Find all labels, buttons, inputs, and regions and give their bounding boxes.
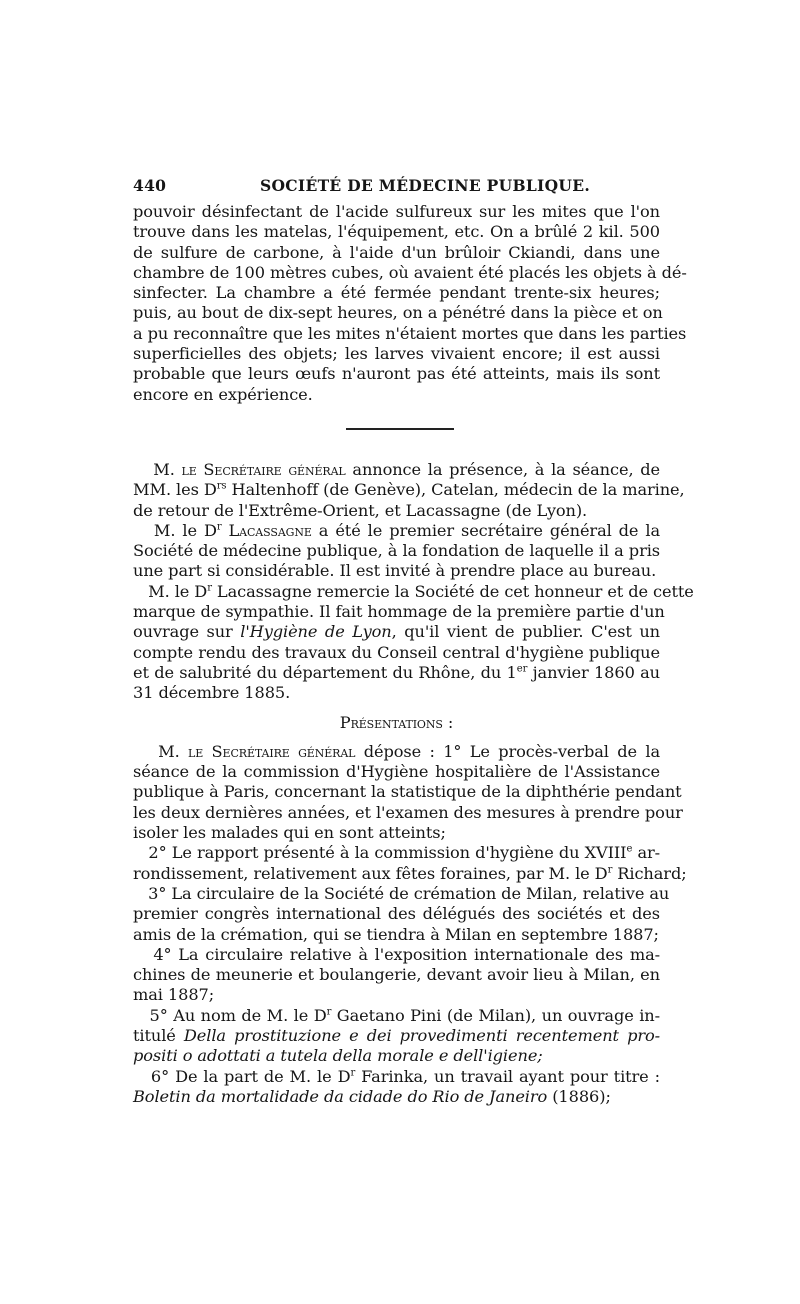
- text-line: marque de sympathie. Il fait hommage de la première partie d'un: [133, 602, 665, 622]
- text-line: puis, au bout de dix-sept heures, on a pénétré dans la pièce et on: [133, 303, 663, 323]
- running-header: [133, 176, 660, 202]
- text-line: encore en expérience.: [133, 384, 313, 404]
- list-item: [133, 843, 687, 884]
- list-item: [133, 945, 660, 1006]
- book-title: Boletin da mortalidade da cidade do Rio de Janeiro: [133, 1086, 548, 1106]
- text-line: sinfecter. La chambre a été fermée pendant trente-six heures;: [133, 283, 660, 303]
- paragraph-disinfection: [133, 202, 687, 405]
- text-line: premier congrès international des délégués des sociétés et des: [133, 904, 660, 924]
- text-line: compte rendu des travaux du Conseil central d'hygiène publique: [133, 642, 660, 662]
- text-line: [133, 1046, 660, 1066]
- text-line: M. le Secrétaire général dépose : 1° Le procès-verbal de la: [158, 741, 661, 761]
- book-page: [133, 176, 694, 1107]
- text-line: amis de la crémation, qui se tiendra à Milan en septembre 1887;: [133, 924, 659, 944]
- text-line: ouvrage sur l'Hygiène de Lyon, qu'il vient de publier. C'est un: [133, 622, 660, 642]
- text-line: M. le Secrétaire général annonce la présence, à la séance, de: [153, 459, 660, 479]
- list-item: [133, 1006, 660, 1067]
- speaker-title: M. le Secrétaire général: [158, 741, 356, 761]
- text-line: Boletin da mortalidade da cidade do Rio de Janeiro (1886);: [133, 1086, 611, 1106]
- book-title: l'Hygiène de Lyon: [240, 622, 392, 642]
- text-line: 6° De la part de M. le $D^r$ Farinka, un travail ayant pour titre :: [150, 1066, 660, 1086]
- list-item: [133, 1067, 660, 1108]
- text-line: chambre de 100 mètres cubes, où avaient été placés les objets à dé-: [133, 262, 687, 282]
- text-line: pouvoir désinfectant de l'acide sulfureux sur les mites que l'on: [133, 202, 660, 221]
- paragraph-thanks: [133, 581, 694, 704]
- text-line: séance de la commission d'Hygiène hospitalière de l'Assistance: [133, 762, 660, 782]
- text-line: titulé Della prostituzione e dei provedimenti recentement pro-: [133, 1025, 660, 1045]
- text-line: superficielles des objets; les larves vivaient encore; il est aussi: [133, 344, 660, 364]
- text-line: une part si considérable. Il est invité à prendre place au bureau.: [133, 561, 657, 581]
- section-divider: [346, 428, 454, 430]
- text-line: a pu reconnaître que les mites n'étaient mortes que dans les parties: [133, 323, 687, 343]
- text-line: rondissement, relativement aux fêtes foraines, par M. le $D^r$ Richard;: [133, 863, 687, 883]
- text-line: 2° Le rapport présenté à la commission d'hygiène du XVIIIe ar-: [148, 843, 660, 863]
- speaker-title: M. le Secrétaire général: [153, 459, 346, 479]
- text-line: mai 1887;: [133, 985, 215, 1005]
- text-line: et de salubrité du département du Rhône, du 1er janvier 1860 au: [133, 662, 660, 682]
- text-line: les deux dernières années, et l'examen des mesures à prendre pour: [133, 802, 683, 822]
- running-title: SOCIÉTÉ DE MÉDECINE PUBLIQUE.: [260, 176, 591, 195]
- text-line: publique à Paris, concernant la statistique de la diphthérie pendant: [133, 782, 682, 802]
- text-line: Société de médecine publique, à la fondation de laquelle il a pris: [133, 541, 660, 561]
- text-line: 5° Au nom de M. le $D^r$ Gaetano Pini (de Milan), un ouvrage in-: [149, 1005, 660, 1025]
- book-title: positi o adottati a tutela della morale e dell'igiene;: [133, 1046, 543, 1066]
- paragraph-deposit: [133, 741, 683, 843]
- text-line: M. le $D^r$ Lacassagne remercie la Société de cet honneur et de cette: [148, 581, 694, 601]
- list-item: [133, 883, 670, 945]
- text-line: M. le $D^r$ Lacassagne a été le premier secrétaire général de la: [153, 520, 661, 540]
- text-line: de sulfure de carbone, à l'aide d'un brûloir Ckiandi, dans une: [133, 242, 660, 262]
- text-line: MM. les $D^{rs}$ Haltenhoff (de Genève), Catelan, médecin de la marine,: [133, 480, 685, 500]
- text-line: chines de meunerie et boulangerie, devant avoir lieu à Milan, en: [133, 965, 660, 985]
- section-heading: Présentations :: [339, 712, 454, 732]
- paragraph-announcement: [133, 459, 685, 582]
- text-line: isoler les malades qui en sont atteints;: [133, 823, 446, 843]
- text-line: 4° La circulaire relative à l'exposition internationale des ma-: [153, 944, 661, 964]
- page-number: 440: [133, 176, 167, 195]
- text-line: de retour de l'Extrême-Orient, et Lacassagne (de Lyon).: [133, 500, 588, 520]
- book-title: Della prostituzione e dei provedimenti recentement pro-: [183, 1025, 660, 1045]
- text-line: probable que leurs œufs n'auront pas été atteints, mais ils sont: [133, 364, 660, 384]
- text-line: trouve dans les matelas, l'équipement, etc. On a brûlé 2 kil. 500: [133, 222, 660, 242]
- person-name: Lacassagne: [228, 520, 312, 540]
- text-line: 31 décembre 1885.: [133, 683, 291, 703]
- text-line: 3° La circulaire de la Société de crémation de Milan, relative au: [148, 883, 670, 903]
